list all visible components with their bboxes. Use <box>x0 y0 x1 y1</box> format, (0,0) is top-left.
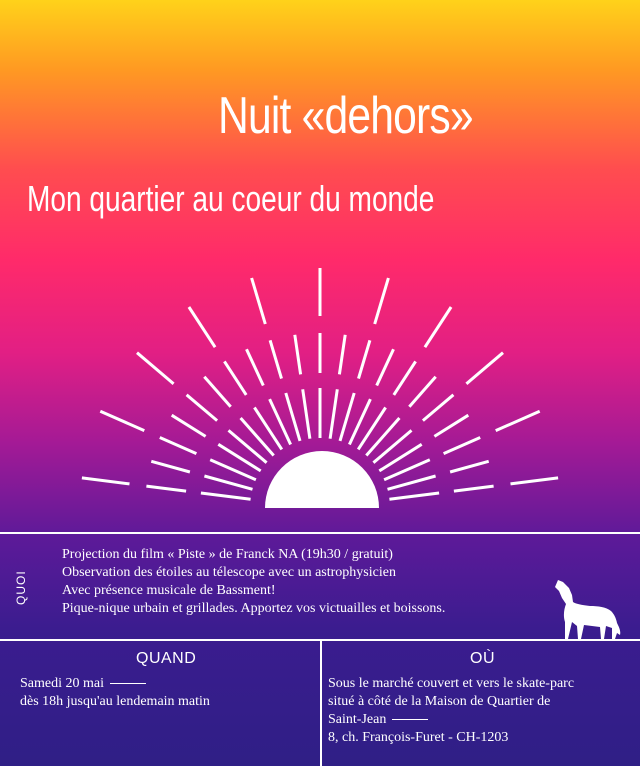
sun-ray <box>229 430 267 462</box>
sun-ray <box>82 478 130 484</box>
divider-vertical <box>320 640 322 766</box>
sun-ray <box>201 493 251 499</box>
sun-ray <box>137 353 174 384</box>
sun-ray <box>160 438 197 454</box>
ou-info <box>328 675 574 747</box>
location-line: Sous le marché couvert et vers le skate-parc <box>328 676 575 691</box>
sunburst-icon <box>0 250 640 530</box>
event-time: dès 18h jusqu'au lendemain matin <box>20 694 210 709</box>
list-item: Avec présence musicale de Bassment! <box>62 583 276 598</box>
sun-ray <box>100 411 144 430</box>
sun-ray <box>204 377 230 407</box>
section-label-ou: OÙ <box>470 650 495 667</box>
sun-ray <box>466 353 503 384</box>
sun-ray <box>286 393 300 441</box>
sun-ray <box>359 340 370 378</box>
sun-ray <box>151 461 190 472</box>
sun-ray <box>187 395 218 421</box>
section-label-quand: QUAND <box>136 650 197 667</box>
sun-ray <box>511 478 559 484</box>
sun-ray <box>409 377 435 407</box>
event-date: Samedi 20 mai <box>20 676 104 691</box>
sun-ray <box>295 335 301 375</box>
location-line: situé à côté de la Maison de Quartier de <box>328 694 551 709</box>
sun-ray <box>330 389 337 438</box>
sun-ray <box>373 430 411 462</box>
sun-ray <box>224 361 246 395</box>
list-item: Pique-nique urbain et grillades. Apportez vos victuailles et boissons. <box>62 601 446 616</box>
sun-ray <box>375 278 389 324</box>
sun-ray <box>450 461 489 472</box>
quoi-list <box>62 546 445 618</box>
list-item: Observation des étoiles au télescope avec un astrophysicien <box>62 565 396 580</box>
sun-ray <box>454 486 494 491</box>
sun-ray <box>146 486 186 491</box>
sun-ray <box>496 411 540 430</box>
list-item: Projection du film « Piste » de Franck NA (19h30 / gratuit) <box>62 547 393 562</box>
sun-ray <box>270 340 281 378</box>
sun-ray <box>377 349 394 385</box>
sun-ray <box>366 418 399 456</box>
sun-ray <box>189 307 215 347</box>
sun-ray <box>252 278 266 324</box>
sun-ray <box>340 393 354 441</box>
sun-ray <box>434 415 468 436</box>
sun-ray <box>444 438 481 454</box>
sun-ray <box>394 361 416 395</box>
page-title: Nuit «dehors» <box>218 87 473 145</box>
section-label-quoi: QUOI <box>14 570 28 605</box>
howling-wolf-icon <box>554 578 622 640</box>
address: 8, ch. François-Furet - CH-1203 <box>328 730 509 745</box>
sun-ray <box>389 493 439 499</box>
sun-ray <box>303 389 310 438</box>
divider-top <box>0 532 640 534</box>
sun-ray <box>423 395 454 421</box>
sun-ray <box>247 349 264 385</box>
location-line: Saint-Jean <box>328 712 387 727</box>
sun-ray <box>172 415 206 436</box>
sun-ray <box>204 476 252 489</box>
dash-decoration <box>392 719 428 720</box>
quand-info <box>20 675 210 711</box>
page-subtitle: Mon quartier au coeur du monde <box>27 178 435 219</box>
sun-ray <box>388 476 436 489</box>
dash-decoration <box>110 683 146 684</box>
sun-ray <box>241 418 274 456</box>
sun-ray <box>339 335 345 375</box>
sun-ray <box>425 307 451 347</box>
